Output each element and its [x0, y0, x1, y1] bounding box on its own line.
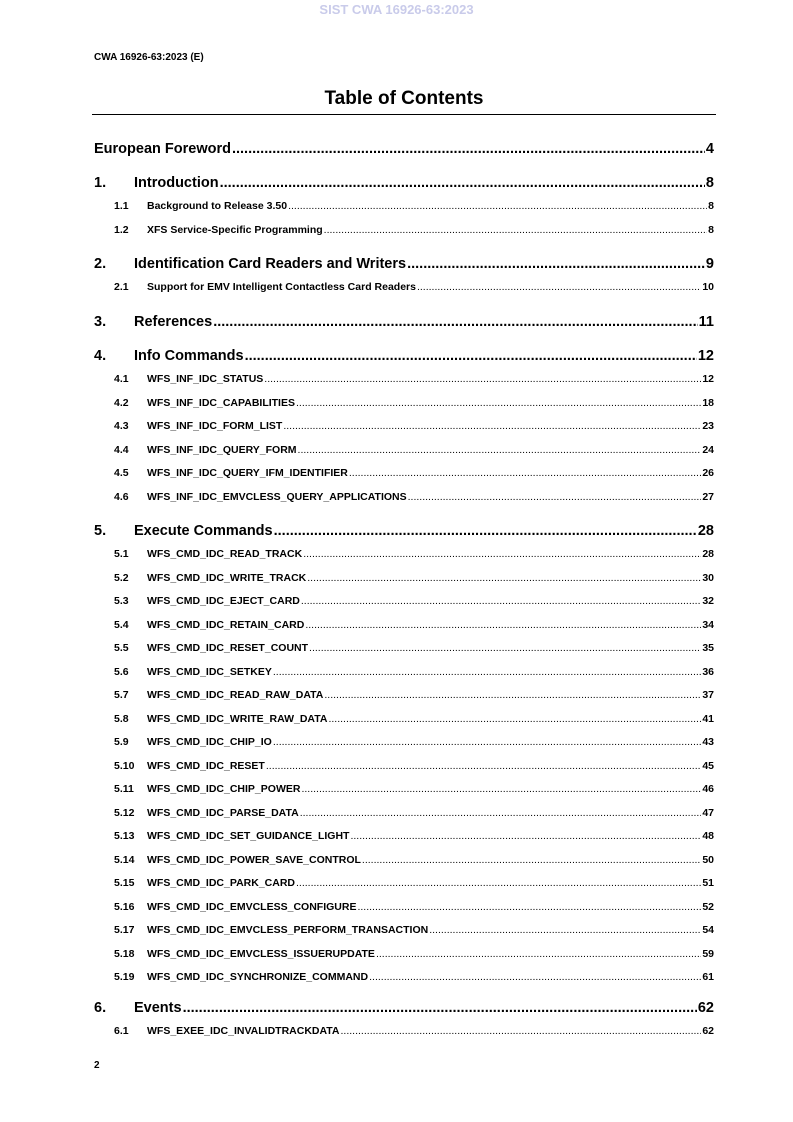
toc-entry-number: 5.9 — [114, 736, 129, 748]
toc-section-entry[interactable] — [114, 224, 714, 239]
toc-entry-label: WFS_CMD_IDC_PARSE_DATA — [147, 807, 299, 819]
toc-entry-number: 5.3 — [114, 595, 129, 607]
toc-section-entry[interactable] — [114, 281, 714, 296]
toc-entry-number: 4. — [94, 348, 107, 364]
toc-entry-number: 4.5 — [114, 467, 129, 479]
toc-entry-number: 4.2 — [114, 397, 129, 409]
toc-dot-leader — [232, 141, 705, 157]
toc-entry-label: WFS_CMD_IDC_SYNCHRONIZE_COMMAND — [147, 971, 369, 983]
toc-section-entry[interactable] — [114, 713, 714, 728]
toc-dot-leader — [341, 1025, 702, 1037]
toc-entry-label: WFS_CMD_IDC_RESET — [147, 760, 265, 772]
toc-entry-page: 59 — [702, 948, 714, 960]
toc-dot-leader — [264, 373, 701, 385]
toc-entry-number: 5.18 — [114, 948, 135, 960]
toc-entry-number: 5.14 — [114, 854, 135, 866]
toc-entry-number: 5.13 — [114, 830, 135, 842]
toc-chapter-entry[interactable] — [94, 141, 714, 161]
toc-dot-leader — [357, 901, 701, 913]
toc-dot-leader — [273, 736, 701, 748]
watermark: SIST CWA 16926-63:2023 — [319, 2, 474, 17]
toc-section-entry[interactable] — [114, 924, 714, 939]
toc-entry-label: WFS_CMD_IDC_EJECT_CARD — [147, 595, 300, 607]
toc-entry-page: 8 — [708, 224, 714, 236]
toc-entry-number: 5.4 — [114, 619, 129, 631]
toc-entry-number: 2. — [94, 256, 107, 272]
toc-entry-page: 37 — [702, 689, 714, 701]
toc-entry-page: 50 — [702, 854, 714, 866]
toc-entry-number: 5.15 — [114, 877, 135, 889]
toc-entry-page: 9 — [705, 256, 714, 272]
toc-dot-leader — [362, 854, 701, 866]
toc-dot-leader — [288, 200, 707, 212]
toc-entry-label: WFS_CMD_IDC_SETKEY — [147, 666, 272, 678]
toc-entry-number: 3. — [94, 314, 107, 330]
document-identifier: CWA 16926-63:2023 (E) — [94, 52, 204, 63]
toc-entry-page: 47 — [702, 807, 714, 819]
toc-section-entry[interactable] — [114, 548, 714, 563]
toc-entry-number: 5.5 — [114, 642, 129, 654]
toc-entry-page: 30 — [702, 572, 714, 584]
toc-entry-number: 5.7 — [114, 689, 129, 701]
toc-entry-page: 10 — [702, 281, 714, 293]
toc-entry-page: 54 — [702, 924, 714, 936]
toc-entry-number: 5.10 — [114, 760, 135, 772]
toc-entry-label: Introduction — [134, 175, 219, 191]
toc-entry-number: 5.1 — [114, 548, 129, 560]
toc-dot-leader — [376, 948, 701, 960]
toc-entry-page: 45 — [702, 760, 714, 772]
toc-entry-label: Info Commands — [134, 348, 244, 364]
toc-section-entry[interactable] — [114, 595, 714, 610]
toc-entry-label: WFS_INF_IDC_QUERY_IFM_IDENTIFIER — [147, 467, 348, 479]
toc-section-entry[interactable] — [114, 420, 714, 435]
toc-entry-label: WFS_CMD_IDC_PARK_CARD — [147, 877, 295, 889]
toc-section-entry[interactable] — [114, 760, 714, 775]
toc-entry-label: References — [134, 314, 213, 330]
toc-entry-label: WFS_CMD_IDC_READ_RAW_DATA — [147, 689, 324, 701]
toc-section-entry[interactable] — [114, 200, 714, 215]
toc-entry-page: 51 — [702, 877, 714, 889]
toc-section-entry[interactable] — [114, 444, 714, 459]
toc-chapter-entry[interactable] — [94, 314, 714, 334]
toc-section-entry[interactable] — [114, 783, 714, 798]
toc-section-entry[interactable] — [114, 467, 714, 482]
toc-section-entry[interactable] — [114, 642, 714, 657]
toc-dot-leader — [301, 783, 701, 795]
toc-dot-leader — [408, 491, 702, 503]
toc-chapter-entry[interactable] — [94, 348, 714, 368]
toc-dot-leader — [307, 572, 701, 584]
toc-entry-page: 32 — [702, 595, 714, 607]
toc-entry-page: 62 — [702, 1025, 714, 1037]
toc-dot-leader — [274, 523, 697, 539]
toc-dot-leader — [328, 713, 701, 725]
toc-entry-label: WFS_INF_IDC_EMVCLESS_QUERY_APPLICATIONS — [147, 491, 407, 503]
toc-dot-leader — [350, 830, 701, 842]
toc-dot-leader — [298, 444, 702, 456]
toc-entry-label: WFS_CMD_IDC_RESET_COUNT — [147, 642, 309, 654]
toc-entry-page: 61 — [702, 971, 714, 983]
toc-dot-leader — [407, 256, 705, 272]
toc-entry-page: 27 — [702, 491, 714, 503]
toc-section-entry[interactable] — [114, 830, 714, 845]
toc-entry-label: WFS_CMD_IDC_EMVCLESS_CONFIGURE — [147, 901, 357, 913]
toc-chapter-entry[interactable] — [94, 1000, 714, 1020]
toc-entry-number: 5.12 — [114, 807, 135, 819]
toc-entry-page: 4 — [705, 141, 714, 157]
toc-entry-number: 4.1 — [114, 373, 129, 385]
toc-entry-page: 28 — [702, 548, 714, 560]
toc-section-entry[interactable] — [114, 1025, 714, 1040]
toc-entry-number: 5.19 — [114, 971, 135, 983]
toc-section-entry[interactable] — [114, 807, 714, 822]
toc-entry-page: 62 — [697, 1000, 714, 1016]
toc-dot-leader — [296, 397, 701, 409]
toc-section-entry[interactable] — [114, 971, 714, 986]
toc-dot-leader — [349, 467, 701, 479]
toc-dot-leader — [303, 548, 701, 560]
toc-entry-label: WFS_INF_IDC_QUERY_FORM — [147, 444, 297, 456]
toc-section-entry[interactable] — [114, 572, 714, 587]
toc-dot-leader — [273, 666, 701, 678]
toc-entry-page: 24 — [702, 444, 714, 456]
toc-section-entry[interactable] — [114, 666, 714, 681]
toc-dot-leader — [429, 924, 701, 936]
toc-entry-number: 5.16 — [114, 901, 135, 913]
toc-dot-leader — [324, 689, 701, 701]
toc-dot-leader — [300, 807, 702, 819]
toc-entry-page: 12 — [702, 373, 714, 385]
toc-section-entry[interactable] — [114, 373, 714, 388]
toc-entry-page: 36 — [702, 666, 714, 678]
toc-entry-page: 12 — [697, 348, 714, 364]
toc-dot-leader — [324, 224, 708, 236]
toc-entry-page: 52 — [702, 901, 714, 913]
toc-dot-leader — [369, 971, 701, 983]
toc-dot-leader — [245, 348, 697, 364]
page-title: Table of Contents — [324, 88, 484, 109]
toc-dot-leader — [220, 175, 705, 191]
toc-section-entry[interactable] — [114, 491, 714, 506]
toc-chapter-entry[interactable] — [94, 256, 714, 276]
toc-entry-label: WFS_CMD_IDC_CHIP_POWER — [147, 783, 301, 795]
toc-entry-label: WFS_CMD_IDC_WRITE_TRACK — [147, 572, 307, 584]
toc-section-entry[interactable] — [114, 736, 714, 751]
toc-entry-label: XFS Service-Specific Programming — [147, 224, 323, 236]
toc-entry-page: 34 — [702, 619, 714, 631]
toc-dot-leader — [266, 760, 701, 772]
toc-entry-page: 11 — [698, 314, 714, 330]
toc-entry-number: 2.1 — [114, 281, 129, 293]
toc-entry-page: 26 — [702, 467, 714, 479]
toc-entry-label: Identification Card Readers and Writers — [134, 256, 407, 272]
toc-entry-label: WFS_CMD_IDC_SET_GUIDANCE_LIGHT — [147, 830, 350, 842]
toc-section-entry[interactable] — [114, 877, 714, 892]
toc-entry-number: 1.2 — [114, 224, 129, 236]
toc-dot-leader — [301, 595, 701, 607]
toc-entry-label: Support for EMV Intelligent Contactless Card Readers — [147, 281, 416, 293]
toc-entry-label: WFS_CMD_IDC_WRITE_RAW_DATA — [147, 713, 328, 725]
toc-entry-number: 1.1 — [114, 200, 129, 212]
toc-entry-page: 35 — [702, 642, 714, 654]
toc-section-entry[interactable] — [114, 619, 714, 634]
toc-dot-leader — [213, 314, 697, 330]
toc-section-entry[interactable] — [114, 901, 714, 916]
page-number: 2 — [94, 1060, 100, 1071]
toc-entry-number: 6. — [94, 1000, 107, 1016]
toc-dot-leader — [283, 420, 701, 432]
toc-entry-number: 4.3 — [114, 420, 129, 432]
toc-entry-label: WFS_CMD_IDC_CHIP_IO — [147, 736, 272, 748]
toc-entry-number: 1. — [94, 175, 107, 191]
toc-entry-page: 23 — [702, 420, 714, 432]
toc-entry-number: 5.2 — [114, 572, 129, 584]
toc-entry-page: 28 — [697, 523, 714, 539]
toc-section-entry[interactable] — [114, 397, 714, 412]
toc-entry-label: WFS_CMD_IDC_EMVCLESS_PERFORM_TRANSACTION — [147, 924, 429, 936]
toc-entry-number: 5.6 — [114, 666, 129, 678]
toc-entry-page: 43 — [702, 736, 714, 748]
toc-section-entry[interactable] — [114, 948, 714, 963]
toc-entry-label: WFS_INF_IDC_FORM_LIST — [147, 420, 283, 432]
toc-entry-label: WFS_CMD_IDC_POWER_SAVE_CONTROL — [147, 854, 361, 866]
toc-section-entry[interactable] — [114, 689, 714, 704]
toc-entry-page: 18 — [702, 397, 714, 409]
toc-entry-page: 46 — [702, 783, 714, 795]
toc-section-entry[interactable] — [114, 854, 714, 869]
toc-entry-page: 8 — [705, 175, 714, 191]
toc-dot-leader — [296, 877, 701, 889]
toc-dot-leader — [309, 642, 701, 654]
toc-chapter-entry[interactable] — [94, 523, 714, 543]
toc-entry-label: WFS_INF_IDC_CAPABILITIES — [147, 397, 295, 409]
toc-entry-label: WFS_CMD_IDC_EMVCLESS_ISSUERUPDATE — [147, 948, 375, 960]
toc-dot-leader — [183, 1000, 697, 1016]
toc-entry-number: 5. — [94, 523, 107, 539]
toc-entry-number: 5.8 — [114, 713, 129, 725]
toc-entry-page: 41 — [702, 713, 714, 725]
toc-entry-number: 5.11 — [114, 783, 134, 795]
toc-entry-page: 8 — [708, 200, 714, 212]
toc-entry-label: WFS_CMD_IDC_READ_TRACK — [147, 548, 303, 560]
toc-entry-page: 48 — [702, 830, 714, 842]
toc-entry-number: 5.17 — [114, 924, 135, 936]
toc-dot-leader — [305, 619, 701, 631]
toc-entry-label: WFS_EXEE_IDC_INVALIDTRACKDATA — [147, 1025, 340, 1037]
toc-entry-label: Execute Commands — [134, 523, 273, 539]
toc-dot-leader — [417, 281, 701, 293]
toc-entry-label: Background to Release 3.50 — [147, 200, 288, 212]
toc-entry-number: 4.6 — [114, 491, 129, 503]
toc-entry-number: 6.1 — [114, 1025, 129, 1037]
toc-chapter-entry[interactable] — [94, 175, 714, 195]
toc-entry-label: WFS_CMD_IDC_RETAIN_CARD — [147, 619, 305, 631]
toc-entry-label: WFS_INF_IDC_STATUS — [147, 373, 264, 385]
toc-entry-number: 4.4 — [114, 444, 129, 456]
toc-entry-label: European Foreword — [94, 141, 231, 157]
toc-entry-label: Events — [134, 1000, 182, 1016]
